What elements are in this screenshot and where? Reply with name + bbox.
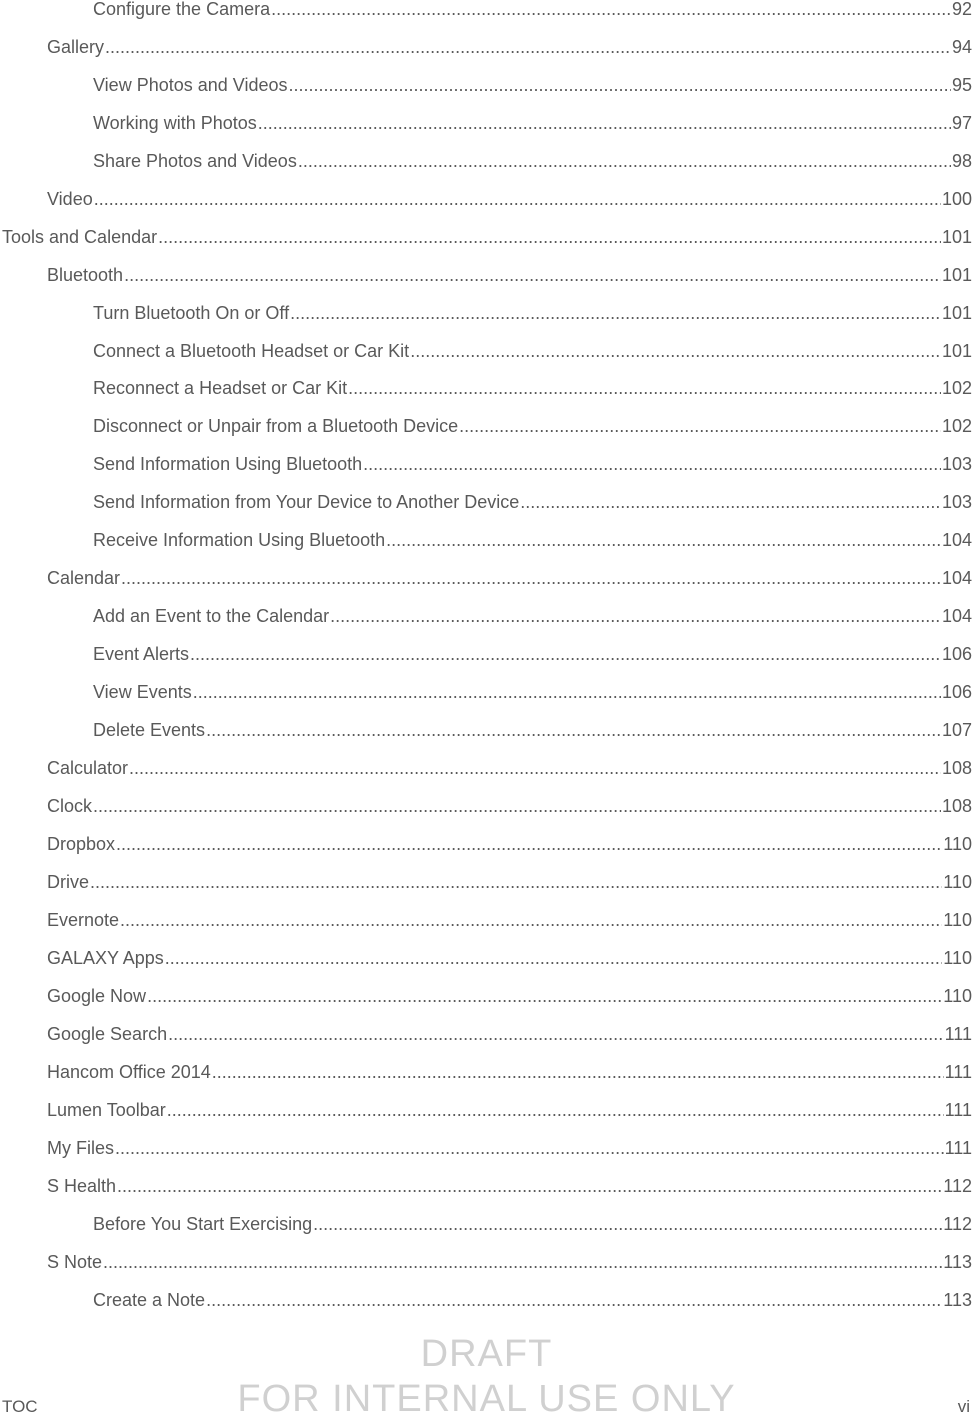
dot-leader [90, 870, 942, 894]
toc-entry-page: 101 [941, 341, 972, 361]
toc-entry[interactable] [0, 1212, 973, 1236]
dot-leader [290, 301, 941, 325]
dot-leader [410, 339, 941, 363]
toc-entry-label: S Note [47, 1252, 103, 1272]
dot-leader [258, 111, 951, 135]
toc-entry[interactable] [0, 35, 973, 59]
toc-entry-page: 110 [943, 948, 972, 968]
toc-entry[interactable] [0, 376, 973, 400]
toc-entry-page: 112 [943, 1214, 972, 1234]
toc-entry-page: 113 [943, 1252, 972, 1272]
toc-entry-page: 101 [941, 227, 972, 247]
toc-entry-page: 103 [941, 492, 972, 512]
toc-entry[interactable] [0, 225, 973, 249]
dot-leader [298, 149, 951, 173]
toc-entry-page: 103 [941, 454, 972, 474]
toc-entry[interactable] [0, 0, 973, 21]
dot-leader [348, 376, 941, 400]
toc-entry[interactable] [0, 73, 973, 97]
toc-entry-label: Turn Bluetooth On or Off [93, 303, 290, 323]
toc-entry-label: S Health [47, 1176, 117, 1196]
dot-leader [105, 35, 951, 59]
toc-entry[interactable] [0, 339, 973, 363]
toc-entry[interactable] [0, 414, 973, 438]
footer-section-label: TOC [2, 1397, 38, 1416]
dot-leader [193, 680, 941, 704]
toc-entry-page: 111 [944, 1100, 972, 1120]
dot-leader [363, 452, 941, 476]
toc-entry-label: Calendar [47, 568, 121, 588]
toc-entry-page: 110 [943, 872, 972, 892]
toc-entry[interactable] [0, 908, 973, 932]
toc-entry-label: Gallery [47, 37, 105, 57]
toc-entry-label: Configure the Camera [93, 0, 271, 19]
toc-entry-page: 111 [944, 1024, 972, 1044]
dot-leader [168, 1022, 944, 1046]
toc-entry-page: 101 [941, 265, 972, 285]
toc-entry-page: 94 [951, 37, 972, 57]
dot-leader [313, 1212, 942, 1236]
toc-entry-page: 100 [941, 189, 972, 209]
dot-leader [147, 984, 942, 1008]
toc-entry[interactable] [0, 187, 973, 211]
dot-leader [190, 642, 941, 666]
toc-entry-label: Send Information Using Bluetooth [93, 454, 363, 474]
toc-entry[interactable] [0, 870, 973, 894]
toc-entry-label: Dropbox [47, 834, 116, 854]
toc-entry-page: 110 [943, 834, 972, 854]
dot-leader [520, 490, 941, 514]
dot-leader [206, 718, 941, 742]
dot-leader [124, 263, 941, 287]
toc-entry[interactable] [0, 1174, 973, 1198]
toc-entry-page: 110 [943, 910, 972, 930]
toc-entry-page: 107 [941, 720, 972, 740]
toc-entry-label: Tools and Calendar [2, 227, 158, 247]
draft-watermark: DRAFT [420, 1333, 553, 1375]
toc-entry-label: View Events [93, 682, 192, 702]
dot-leader [271, 0, 951, 21]
toc-entry-label: GALAXY Apps [47, 948, 164, 968]
toc-entry[interactable] [0, 1250, 973, 1274]
toc-entry-label: View Photos and Videos [93, 75, 288, 95]
toc-entry[interactable] [0, 984, 973, 1008]
toc-entry[interactable] [0, 1288, 973, 1312]
toc-entry-page: 106 [941, 682, 972, 702]
dot-leader [206, 1288, 942, 1312]
toc-entry-label: Event Alerts [93, 644, 190, 664]
dot-leader [288, 73, 950, 97]
toc-entry[interactable] [0, 566, 973, 590]
toc-entry-page: 112 [943, 1176, 972, 1196]
toc-entry-label: Lumen Toolbar [47, 1100, 166, 1120]
toc-entry-page: 101 [941, 303, 972, 323]
toc-entry[interactable] [0, 718, 973, 742]
dot-leader [167, 1098, 944, 1122]
toc-entry-label: Working with Photos [93, 113, 257, 133]
toc-entry-page: 110 [943, 986, 972, 1006]
dot-leader [459, 414, 941, 438]
toc-entry-page: 97 [951, 113, 972, 133]
toc-entry-label: Hancom Office 2014 [47, 1062, 211, 1082]
toc-entry-label: Reconnect a Headset or Car Kit [93, 378, 348, 398]
toc-entry[interactable] [0, 642, 973, 666]
toc-entry-page: 108 [941, 796, 972, 816]
toc-entry[interactable] [0, 1136, 973, 1160]
toc-entry-label: Create a Note [93, 1290, 206, 1310]
toc-entry-label: Share Photos and Videos [93, 151, 297, 171]
toc-entry-page: 98 [951, 151, 972, 171]
toc-entry-label: My Files [47, 1138, 114, 1158]
toc-entry[interactable] [0, 111, 973, 135]
toc-entry-label: Evernote [47, 910, 120, 930]
dot-leader [165, 946, 943, 970]
dot-leader [116, 832, 942, 856]
toc-entry-page: 104 [941, 530, 972, 550]
toc-entry-label: Add an Event to the Calendar [93, 606, 330, 626]
toc-entry-page: 102 [941, 416, 972, 436]
footer-page-number: vi [957, 1397, 970, 1416]
toc-entry-page: 106 [941, 644, 972, 664]
toc-entry-label: Disconnect or Unpair from a Bluetooth Device [93, 416, 459, 436]
toc-entry-page: 111 [944, 1138, 972, 1158]
toc-entry[interactable] [0, 528, 973, 552]
toc-entry[interactable] [0, 832, 973, 856]
toc-entry-label: Receive Information Using Bluetooth [93, 530, 386, 550]
toc-entry-label: Google Search [47, 1024, 168, 1044]
toc-entry-label: Drive [47, 872, 90, 892]
toc-entry-page: 108 [941, 758, 972, 778]
toc-entry[interactable] [0, 490, 973, 514]
toc-entry-label: Connect a Bluetooth Headset or Car Kit [93, 341, 410, 361]
toc-entry[interactable] [0, 452, 973, 476]
toc-entry-label: Send Information from Your Device to Another Device [93, 492, 520, 512]
toc-entry-label: Delete Events [93, 720, 206, 740]
toc-entry-label: Clock [47, 796, 93, 816]
toc-entry-label: Calculator [47, 758, 129, 778]
toc-entry[interactable] [0, 301, 973, 325]
toc-entry[interactable] [0, 756, 973, 780]
toc-entry-label: Google Now [47, 986, 147, 1006]
toc-entry-label: Bluetooth [47, 265, 124, 285]
toc-entry-page: 92 [951, 0, 972, 19]
dot-leader [212, 1060, 944, 1084]
toc-entry-page: 104 [941, 568, 972, 588]
dot-leader [129, 756, 941, 780]
toc-entry-label: Before You Start Exercising [93, 1214, 313, 1234]
dot-leader [117, 1174, 942, 1198]
toc-entry-page: 104 [941, 606, 972, 626]
dot-leader [93, 794, 941, 818]
toc-entry[interactable] [0, 263, 973, 287]
toc-entry[interactable] [0, 604, 973, 628]
dot-leader [121, 566, 941, 590]
toc-entry[interactable] [0, 680, 973, 704]
toc-entry-label: Video [47, 189, 93, 209]
dot-leader [120, 908, 942, 932]
toc-entry[interactable] [0, 1022, 973, 1046]
toc-entry[interactable] [0, 149, 973, 173]
toc-entry-page: 95 [951, 75, 972, 95]
dot-leader [386, 528, 941, 552]
dot-leader [94, 187, 941, 211]
toc-entry-page: 113 [943, 1290, 972, 1310]
toc-entry[interactable] [0, 794, 973, 818]
dot-leader [330, 604, 941, 628]
dot-leader [115, 1136, 944, 1160]
toc-entry-page: 102 [941, 378, 972, 398]
toc-entry[interactable] [0, 946, 973, 970]
toc-entry[interactable] [0, 1098, 973, 1122]
dot-leader [103, 1250, 942, 1274]
internal-use-watermark: FOR INTERNAL USE ONLY [237, 1378, 736, 1420]
toc-entry-page: 111 [944, 1062, 972, 1082]
dot-leader [158, 225, 941, 249]
toc-entry[interactable] [0, 1060, 973, 1084]
